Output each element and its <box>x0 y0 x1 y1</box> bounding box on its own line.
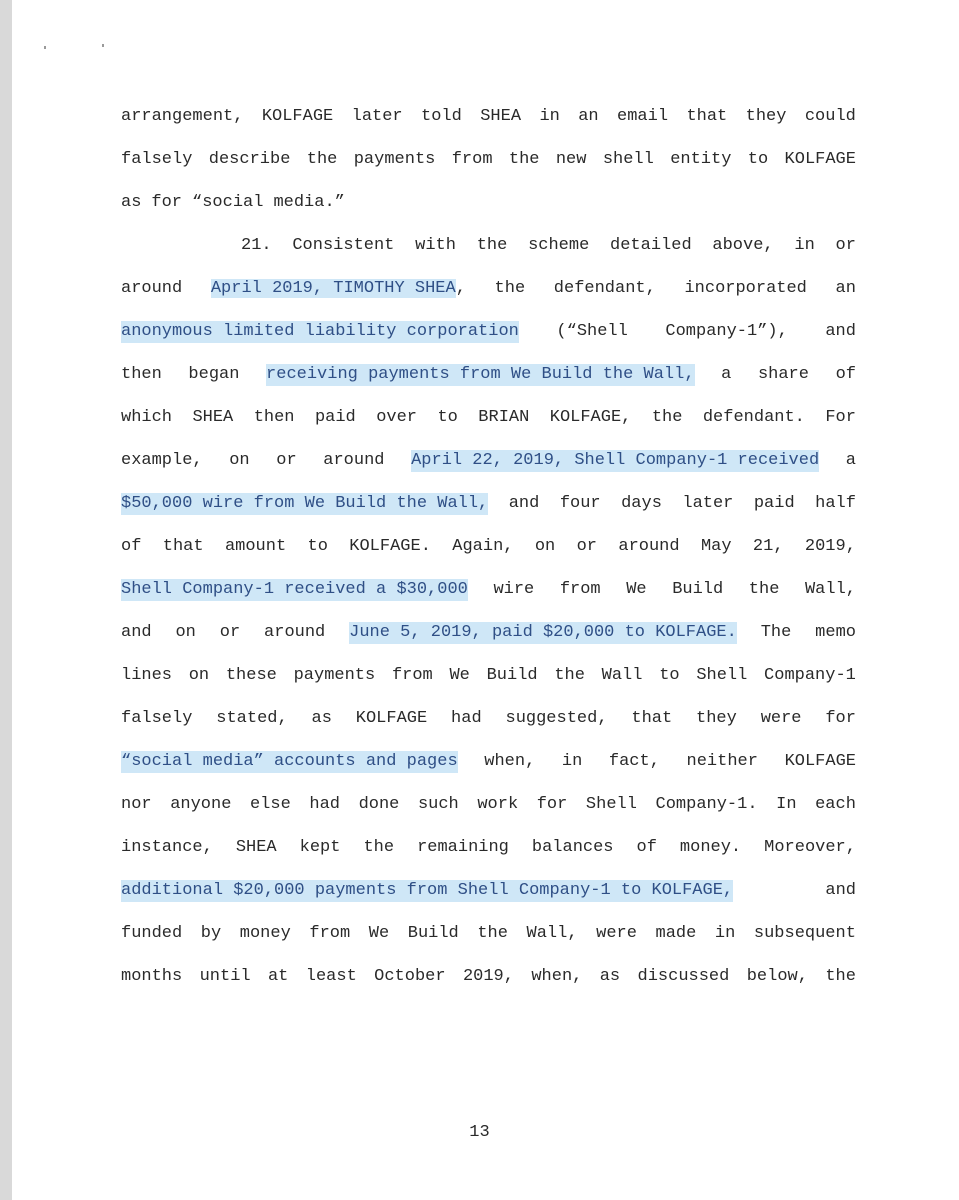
text-line-6: anonymous limited liability corporation (“Shell Company-1”), and <box>121 322 856 341</box>
highlight: April 2019, TIMOTHY SHEA <box>210 279 456 298</box>
highlight: Shell Company-1 received a $30,000 <box>121 580 468 599</box>
text-line-2: falsely describe the payments from the new shell entity to KOLFAGE <box>121 150 856 169</box>
text-line-1: arrangement, KOLFAGE later told SHEA in an email that they could <box>121 107 856 126</box>
highlight: receiving payments from We Build the Wall, <box>266 365 695 384</box>
page-number: 13 <box>469 1123 490 1142</box>
text-line-9: example, on or around April 22, 2019, Shell Company-1 received a <box>121 451 856 470</box>
text-line-5: around April 2019, TIMOTHY SHEA, the defendant, incorporated an <box>121 279 856 298</box>
text-line-13: and on or around June 5, 2019, paid $20,000 to KOLFAGE. The memo <box>121 623 856 642</box>
scan-speck <box>102 44 104 47</box>
text-line-3: as for “social media.” <box>121 193 345 212</box>
highlight: “social media” accounts and pages <box>121 752 458 771</box>
text-line-20: funded by money from We Build the Wall, were made in subsequent <box>121 924 856 943</box>
text-line-10: $50,000 wire from We Build the Wall, and four days later paid half <box>121 494 856 513</box>
text-line-18: instance, SHEA kept the remaining balances of money. Moreover, <box>121 838 856 857</box>
text-line-19: additional $20,000 payments from Shell Company-1 to KOLFAGE, and <box>121 881 856 900</box>
highlight: $50,000 wire from We Build the Wall, <box>121 494 489 513</box>
highlight: anonymous limited liability corporation <box>121 322 519 341</box>
scan-speck <box>44 46 46 49</box>
text-line-21: months until at least October 2019, when, as discussed below, the <box>121 967 856 986</box>
text-line-17: nor anyone else had done such work for Shell Company-1. In each <box>121 795 856 814</box>
text-line-15: falsely stated, as KOLFAGE had suggested, that they were for <box>121 709 856 728</box>
text-line-4: 21. Consistent with the scheme detailed above, in or <box>241 236 856 255</box>
text-line-16: “social media” accounts and pages when, in fact, neither KOLFAGE <box>121 752 856 771</box>
highlight: additional $20,000 payments from Shell Company-1 to KOLFAGE, <box>121 881 734 900</box>
text-line-7: then began receiving payments from We Build the Wall, a share of <box>121 365 856 384</box>
text-line-12: Shell Company-1 received a $30,000 wire from We Build the Wall, <box>121 580 856 599</box>
text-line-11: of that amount to KOLFAGE. Again, on or around May 21, 2019, <box>121 537 856 556</box>
highlight: June 5, 2019, paid $20,000 to KOLFAGE. <box>349 623 737 642</box>
highlight: April 22, 2019, Shell Company-1 received <box>411 451 820 470</box>
text-line-14: lines on these payments from We Build the Wall to Shell Company-1 <box>121 666 856 685</box>
text-line-8: which SHEA then paid over to BRIAN KOLFAGE, the defendant. For <box>121 408 856 427</box>
page-edge-shadow <box>0 0 12 1200</box>
